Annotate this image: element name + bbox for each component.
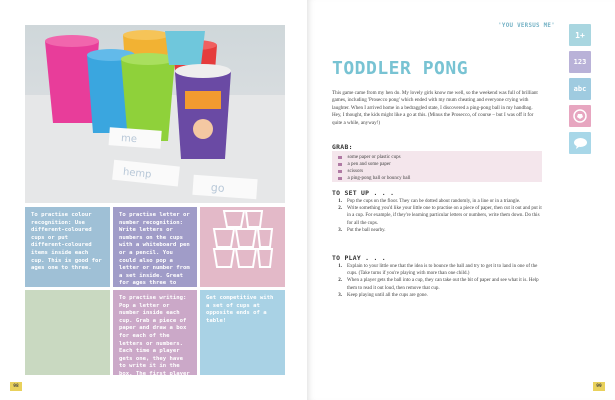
step-number: 2. xyxy=(338,278,342,284)
ball-icon xyxy=(573,109,587,123)
page-title: TODDLER PONG xyxy=(332,58,469,79)
paper-label-text-1: me xyxy=(120,133,138,146)
grab-item-text: a ping-pong ball or bouncy ball xyxy=(347,176,411,181)
stacked-cups-icon xyxy=(200,207,285,287)
grab-item xyxy=(338,161,536,168)
setup-step xyxy=(332,198,544,205)
play-steps xyxy=(332,263,544,299)
competitive-tile: Get competitive with a set of cups at opposite ends of a table! xyxy=(200,290,285,375)
play-heading: TO PLAY . . . xyxy=(332,254,386,262)
bullet-icon xyxy=(338,177,342,181)
grab-heading: GRAB: xyxy=(332,143,353,151)
setup-step xyxy=(332,205,544,227)
blank-green-tile xyxy=(25,290,110,375)
play-step xyxy=(332,277,544,291)
grab-item xyxy=(338,168,536,175)
grab-item-text: some paper or plastic cups xyxy=(347,155,401,160)
grab-item-text: a pen and some paper xyxy=(347,162,391,167)
green-cup xyxy=(121,53,175,141)
step-number: 3. xyxy=(338,227,342,233)
play-step xyxy=(332,263,544,277)
grab-list xyxy=(332,151,542,182)
setup-step xyxy=(332,227,544,234)
setup-steps xyxy=(332,198,544,234)
page-number-left: 98 xyxy=(10,382,22,391)
grab-item-text: scissors xyxy=(347,169,364,174)
step-number: 1. xyxy=(338,199,342,204)
grab-item xyxy=(338,175,536,182)
step-number: 1. xyxy=(338,264,342,269)
ball-tab[interactable] xyxy=(569,105,591,127)
page-number-right: 99 xyxy=(593,382,605,391)
cups-photo xyxy=(25,25,285,203)
speech-tab[interactable] xyxy=(569,132,591,154)
speech-bubble-icon xyxy=(573,137,588,150)
cups-illustration xyxy=(25,25,285,203)
chapter-tabs xyxy=(569,24,597,159)
writing-practice-tile: To practise writing: Pop a letter or number inside each cup. Grab a piece of paper and draw a box for each of the letters or numbers. Each time a player gets one, they have to write it in the box. The first player to fill all their boxes wins! xyxy=(113,290,197,375)
play-step xyxy=(332,292,544,299)
step-text: Put the ball nearby. xyxy=(347,227,386,233)
left-page xyxy=(0,0,307,400)
step-text: When a player gets the ball into a cup, they can take out the bit of paper and see what it is. Help them to read it out loud, then remove that cup. xyxy=(347,278,539,291)
step-text: Pop the cups on the floor. They can be dotted about randomly, in a line or in a triangle. xyxy=(347,199,521,204)
letter-number-tile: To practise letter or number recognition: Write letters or numbers on the cups with a whiteboard pen or a pencil. You could also pop a letter or number from a set inside. Great for ages three to xyxy=(113,207,197,287)
grab-item xyxy=(338,154,536,161)
step-number: 3. xyxy=(338,292,342,298)
step-number: 2. xyxy=(338,206,342,212)
cyan-cup xyxy=(165,31,205,65)
paper-label-text-3: go xyxy=(210,181,226,195)
colour-recognition-tile: To practise colour recognition: Use different-coloured cups or put different-coloured items inside each cup. This is good for ages one to three. xyxy=(25,207,110,287)
character-cup xyxy=(175,64,231,159)
section-tag: 'YOU VERSUS ME' xyxy=(498,23,555,29)
bullet-icon xyxy=(338,156,342,160)
counting-tab[interactable]: 123 xyxy=(569,51,591,73)
paper-label-1 xyxy=(109,127,162,149)
step-text: Explain to your little one that the idea is to bounce the ball and try to get it to land in one of the cups. (Take turns if you're playing with more than one child.) xyxy=(347,264,538,277)
bullet-icon xyxy=(338,163,342,167)
letters-tab[interactable]: abc xyxy=(569,78,591,100)
setup-heading: TO SET UP . . . xyxy=(332,189,395,197)
intro-paragraph: This game came from my hen do. My lovely girls know me well, so the weekend was full of brilliant games, including 'Prosecco pong' which ended with my mum cheating and everyone crying with laughter. When I arrived home in a bedraggled state, I discovered a ping-pong ball in my handbag. Hey, I thought, the kids might like a go at this. (Minus the Prosecco, of course – but I was off it for quite a while, anyway!) xyxy=(332,90,538,126)
numbers-tab[interactable]: 1+ xyxy=(569,24,591,46)
step-text: Write something you'd like your little one to practise on a piece of paper, then cut it out and put it in a cup. For example, if they're learning particular letters or numbers, write them down. Do this for all the cups. xyxy=(347,206,542,226)
right-page xyxy=(307,0,615,400)
step-text: Keep playing until all the cups are gone. xyxy=(347,292,428,298)
paper-label-text-2: hemp xyxy=(122,166,152,181)
stacked-cups-tile xyxy=(200,207,285,287)
bullet-icon xyxy=(338,170,342,174)
